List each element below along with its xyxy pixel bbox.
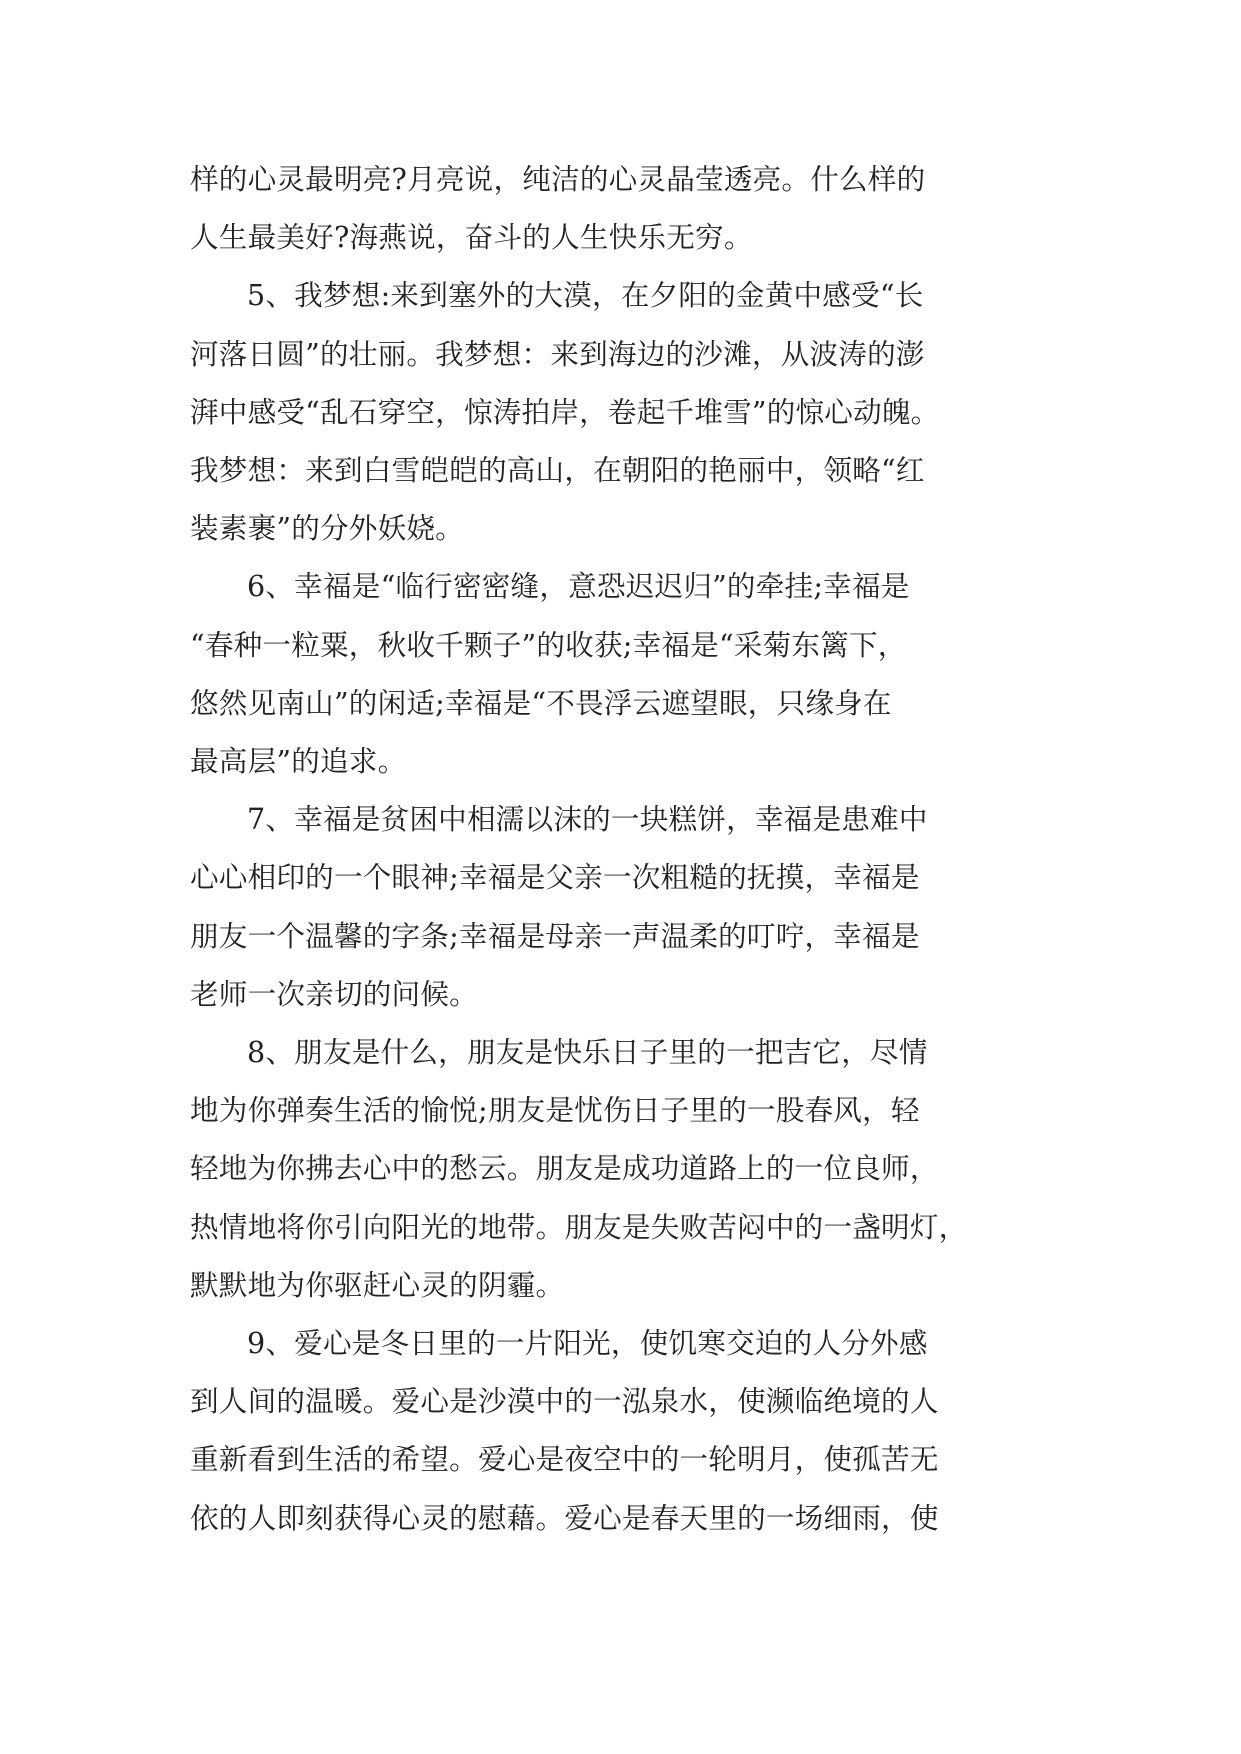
text-line: 河落日圆”的壮丽。我梦想：来到海边的沙滩，从波涛的澎 bbox=[190, 336, 925, 371]
document-body bbox=[190, 150, 1060, 1547]
text-line: 轻地为你拂去心中的愁云。朋友是成功道路上的一位良师， bbox=[190, 1151, 939, 1186]
text-line: 装素裹”的分外妖娆。 bbox=[190, 511, 464, 546]
text-line: 人生最美好?海燕说，奋斗的人生快乐无穷。 bbox=[190, 220, 753, 255]
text-line: 最高层”的追求。 bbox=[190, 744, 407, 779]
text-line: 重新看到生活的希望。爱心是夜空中的一轮明月，使孤苦无 bbox=[190, 1442, 939, 1477]
text-line: 样的心灵最明亮?月亮说，纯洁的心灵晶莹透亮。什么样的 bbox=[190, 162, 926, 196]
paragraph-8-start: 8、朋友是什么，朋友是快乐日子里的一把吉它，尽情 bbox=[247, 1035, 928, 1070]
text-line: 湃中感受“乱石穿空，惊涛拍岸，卷起千堆雪”的惊心动魄。 bbox=[190, 394, 940, 429]
text-line: 悠然见南山”的闲适;幸福是“不畏浮云遮望眼，只缘身在 bbox=[190, 685, 892, 720]
paragraph-5-start: 5、我梦想:来到塞外的大漠，在夕阳的金黄中感受“长 bbox=[247, 278, 924, 313]
paragraph-7-start: 7、幸福是贫困中相濡以沫的一块糕饼，幸福是患难中 bbox=[247, 802, 928, 837]
paragraph-9-start: 9、爱心是冬日里的一片阳光，使饥寒交迫的人分外感 bbox=[247, 1326, 928, 1361]
text-line: “春种一粒粟，秋收千颗子”的收获;幸福是“采菊东篱下， bbox=[190, 627, 907, 662]
text-line: 心心相印的一个眼神;幸福是父亲一次粗糙的抚摸，幸福是 bbox=[190, 860, 920, 895]
text-line: 我梦想：来到白雪皑皑的高山，在朝阳的艳丽中，领略“红 bbox=[190, 453, 925, 488]
text-line: 热情地将你引向阳光的地带。朋友是失败苦闷中的一盏明灯， bbox=[190, 1209, 968, 1244]
paragraph-6-start: 6、幸福是“临行密密缝，意恐迟迟归”的牵挂;幸福是 bbox=[247, 569, 910, 604]
text-line: 老师一次亲切的问候。 bbox=[190, 976, 478, 1011]
text-line: 朋友一个温馨的字条;幸福是母亲一声温柔的叮咛，幸福是 bbox=[190, 918, 920, 953]
text-line: 默默地为你驱赶心灵的阴霾。 bbox=[190, 1267, 565, 1302]
text-line: 依的人即刻获得心灵的慰藉。爱心是春天里的一场细雨，使 bbox=[190, 1500, 939, 1535]
text-line: 到人间的温暖。爱心是沙漠中的一泓泉水，使濒临绝境的人 bbox=[190, 1384, 939, 1419]
text-line: 地为你弹奏生活的愉悦;朋友是忧伤日子里的一股春风，轻 bbox=[190, 1093, 920, 1128]
